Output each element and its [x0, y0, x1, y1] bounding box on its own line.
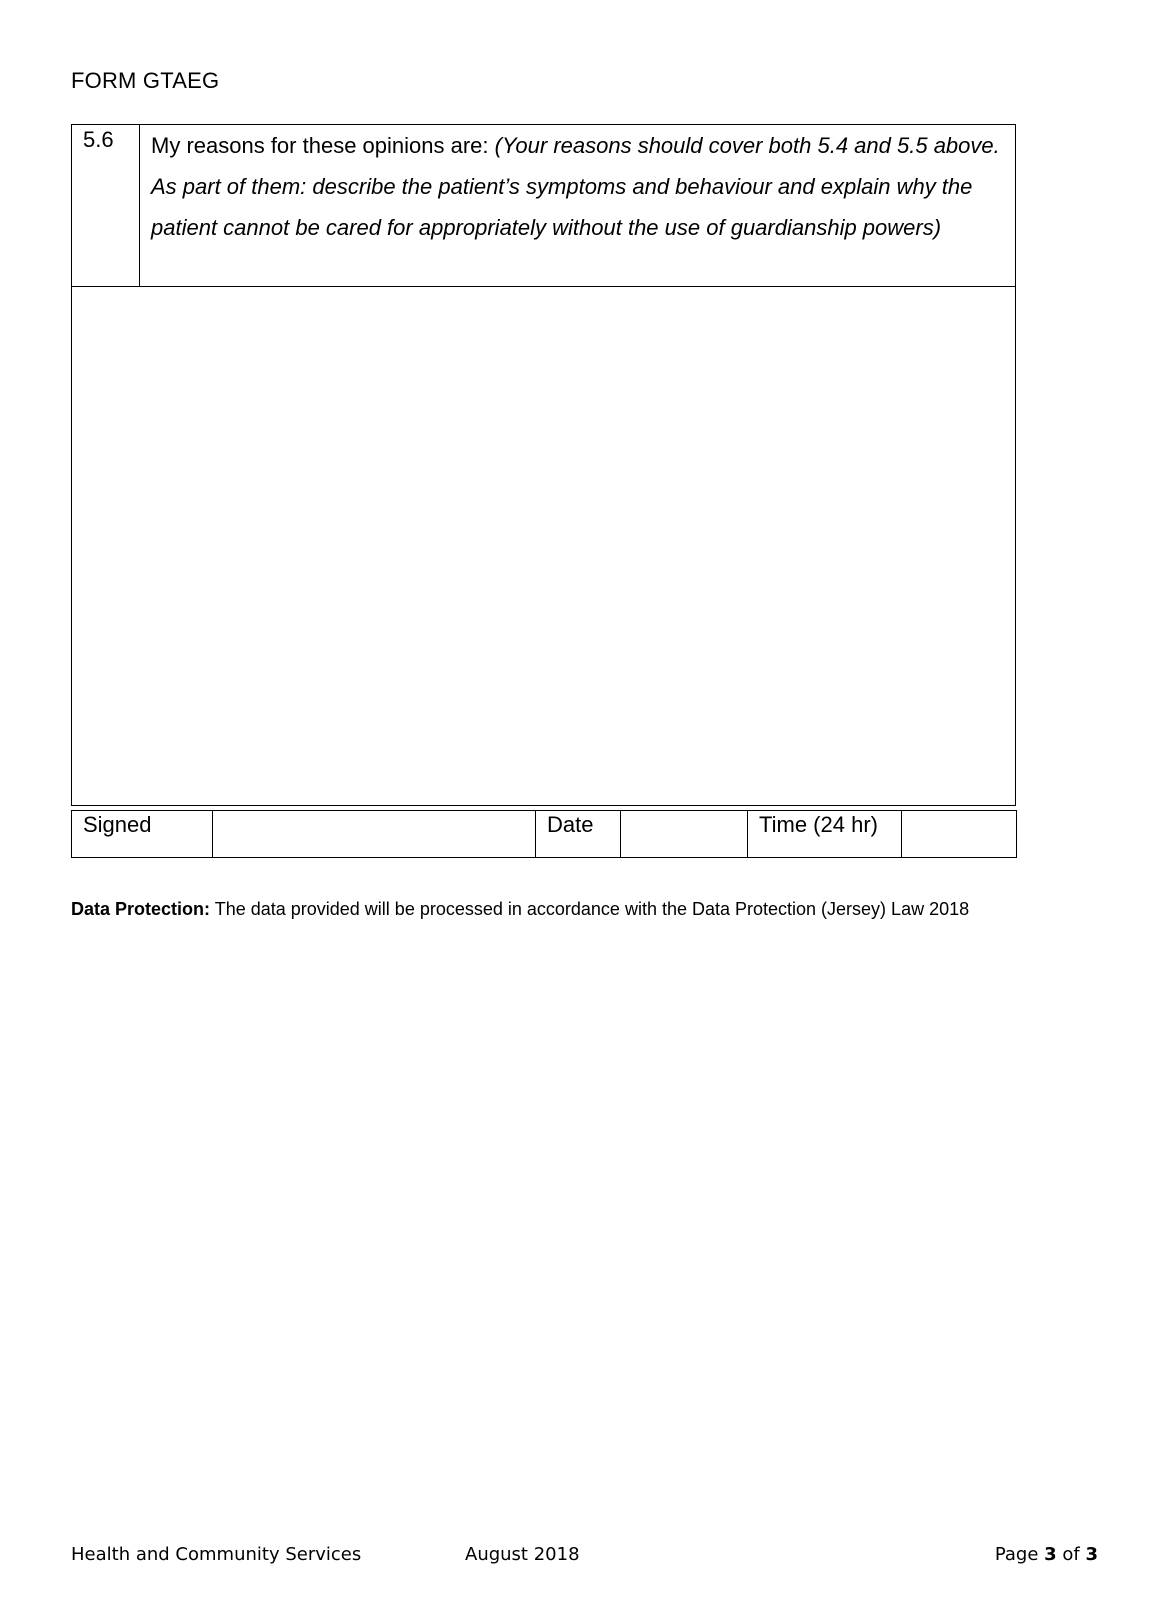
time-field[interactable]: [902, 811, 1016, 857]
data-protection-label: Data Protection:: [71, 899, 211, 919]
page-current: 3: [1044, 1544, 1057, 1565]
footer-page-number: [995, 1544, 1098, 1565]
form-code: FORM GTAEG: [71, 68, 220, 93]
answer-cell: [72, 287, 1016, 806]
date-cell: [621, 811, 748, 858]
answer-row: [72, 287, 1016, 806]
section-number: 5.6: [72, 125, 140, 287]
question-row: [72, 125, 1016, 287]
page-total: 3: [1085, 1544, 1098, 1565]
page-separator: of: [1056, 1544, 1086, 1565]
reasons-answer-field[interactable]: [72, 287, 1015, 805]
signature-table: [71, 810, 1017, 858]
question-hint: (Your reasons should cover both 5.4 and 5.5 above. As part of them: describe the patient’s symptoms and behaviour and explain why the patient cannot be cared for appropriately without the use of guardianship powers): [151, 133, 1000, 240]
signed-label: Signed: [72, 811, 213, 858]
date-label: Date: [536, 811, 621, 858]
time-label: Time (24 hr): [748, 811, 902, 858]
footer-date: August 2018: [465, 1544, 580, 1565]
question-prefix: My reasons for these opinions are:: [151, 133, 495, 158]
question-text: [140, 125, 1016, 287]
time-cell: [902, 811, 1017, 858]
signed-field[interactable]: [213, 811, 535, 857]
data-protection-text: The data provided will be processed in accordance with the Data Protection (Jersey) Law 2018: [210, 899, 970, 919]
date-field[interactable]: [621, 811, 747, 857]
signature-row: [72, 811, 1017, 858]
signed-cell: [213, 811, 536, 858]
footer-organisation: Health and Community Services: [71, 1544, 362, 1565]
data-protection-notice: [71, 899, 969, 920]
reasons-table: [71, 124, 1016, 806]
page-prefix: Page: [994, 1544, 1045, 1565]
